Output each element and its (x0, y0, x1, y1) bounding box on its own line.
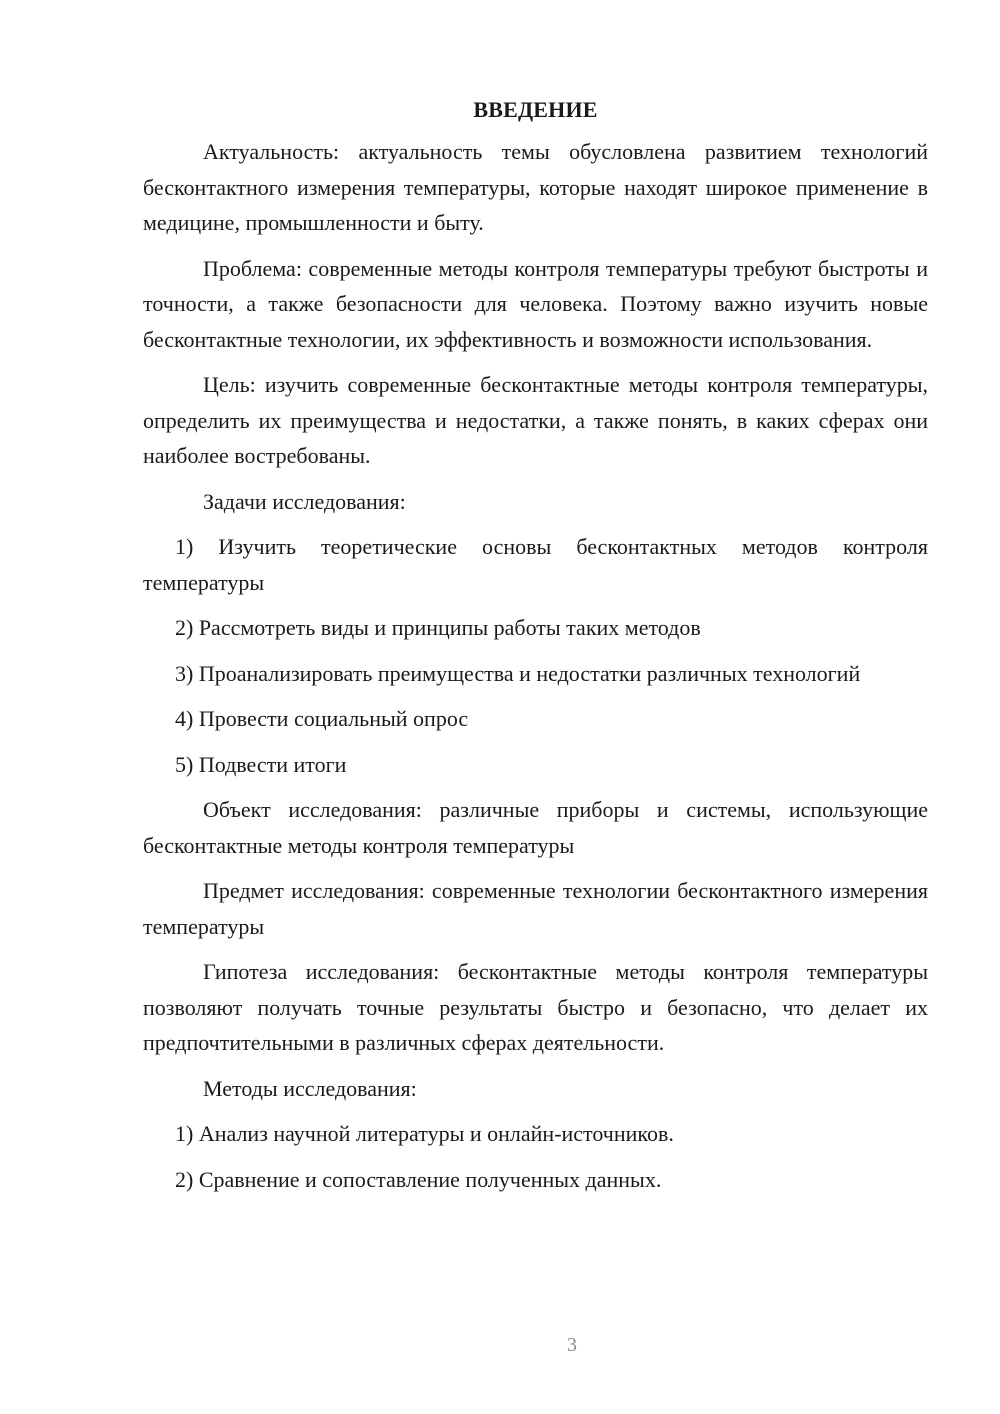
methods-heading: Методы исследования: (203, 1075, 417, 1101)
task-item: 3) Проанализировать преимущества и недостатки различных технологий (175, 660, 861, 686)
task-item: 4) Провести социальный опрос (175, 706, 469, 731)
method-item: 1) Анализ научной литературы и онлайн-источников. (175, 1121, 674, 1146)
object-paragraph: Объект исследования: различные приборы и системы, использующие бесконтактные методы контроля температуры (143, 797, 928, 858)
task-item: 1) Изучить теоретические основы бесконтактных методов контроля температуры (143, 534, 928, 595)
page-content (143, 92, 928, 1207)
relevance-paragraph: Актуальность: актуальность темы обусловлена развитием технологий бесконтактного измерения температуры, которые находят широкое применение в медицине, промышленности и быту. (143, 139, 928, 235)
method-item: 2) Сравнение и сопоставление полученных данных. (175, 1166, 662, 1192)
page-title: ВВЕДЕНИЕ (473, 97, 598, 122)
goal-paragraph: Цель: изучить современные бесконтактные методы контроля температуры, определить их преимущества и недостатки, а также понять, в каких сферах они наиболее востребованы. (143, 372, 928, 468)
hypothesis-paragraph: Гипотеза исследования: бесконтактные методы контроля температуры позволяют получать точные результаты быстро и безопасно, что делает их предпочтительными в различных сферах деятельности. (143, 959, 928, 1055)
task-item: 5) Подвести итоги (175, 751, 347, 777)
problem-paragraph: Проблема: современные методы контроля температуры требуют быстроты и точности, а также безопасности для человека. Поэтому важно изучить новые бесконтактные технологии, их эффективность и возможности использования. (143, 255, 928, 352)
page-number: 3 (567, 1334, 577, 1356)
tasks-heading: Задачи исследования: (203, 488, 406, 514)
task-item: 2) Рассмотреть виды и принципы работы таких методов (175, 615, 701, 640)
subject-paragraph: Предмет исследования: современные технологии бесконтактного измерения температуры (143, 878, 928, 939)
